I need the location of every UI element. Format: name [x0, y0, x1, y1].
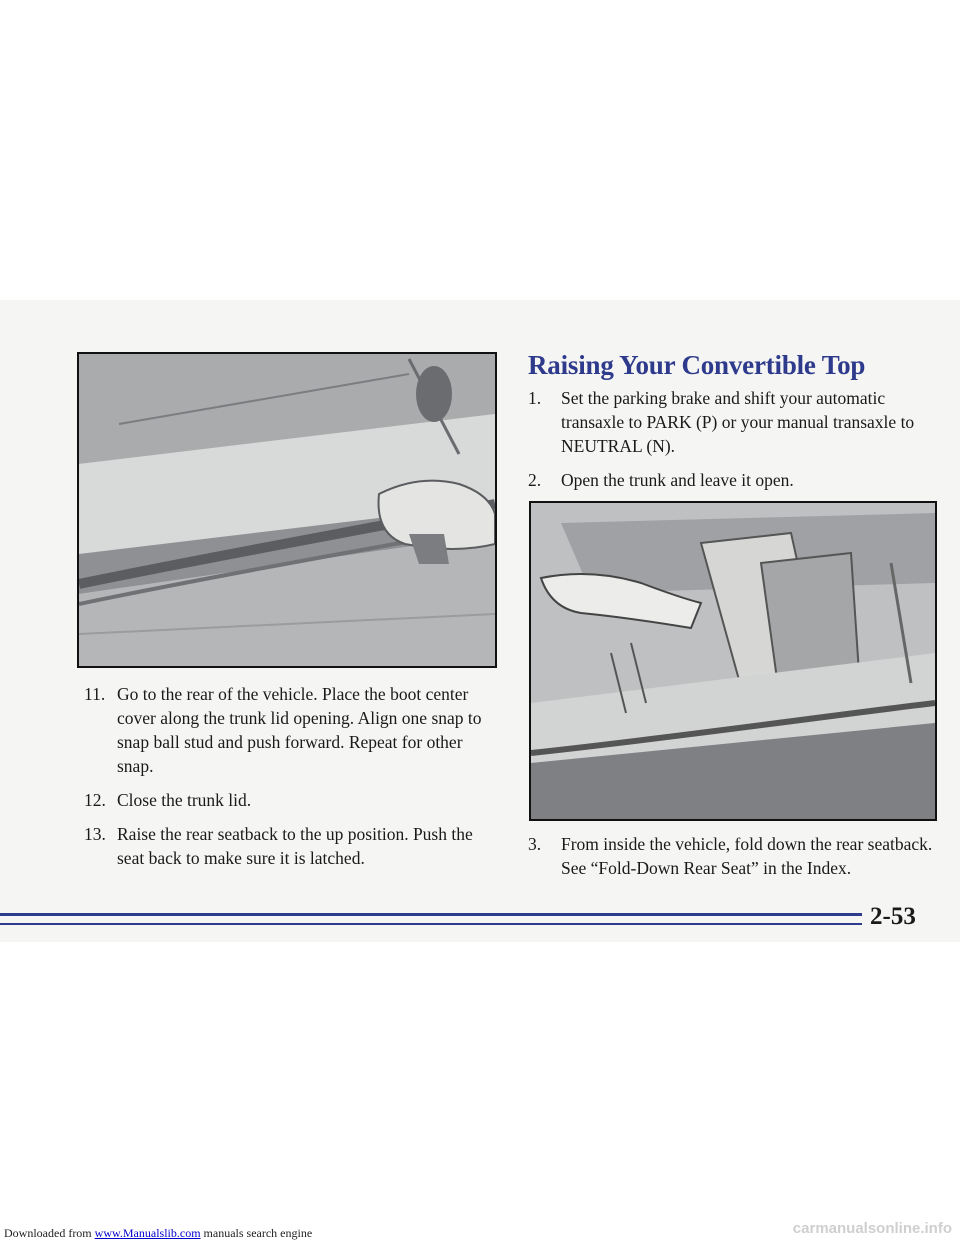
- step-text: Raise the rear seatback to the up position. Push the seat back to make sure it is latched.: [117, 824, 473, 868]
- step-number: 13.: [84, 824, 106, 844]
- steps-list-left: [84, 682, 496, 880]
- step-text: Open the trunk and leave it open.: [561, 470, 794, 490]
- footer-suffix: manuals search engine: [200, 1226, 313, 1240]
- section-heading: Raising Your Convertible Top: [528, 350, 866, 380]
- download-footer: [4, 1226, 312, 1241]
- step-text: Set the parking brake and shift your automatic transaxle to PARK (P) or your manual transaxle to NEUTRAL (N).: [561, 388, 915, 456]
- seatback-illustration: [529, 501, 937, 821]
- step-number: 11.: [84, 684, 106, 704]
- page-number: 2-53: [870, 903, 916, 930]
- steps-list-top: [528, 386, 928, 502]
- step-text: Close the trunk lid.: [117, 790, 252, 810]
- steps-list-bottom: [528, 832, 948, 890]
- divider-rule-thin: [0, 923, 862, 925]
- step-number: 12.: [84, 790, 106, 810]
- list-item: [84, 788, 496, 812]
- step-text: From inside the vehicle, fold down the rear seatback. See “Fold-Down Rear Seat” in the Index.: [561, 834, 933, 878]
- list-item: [528, 386, 928, 458]
- footer-prefix: Downloaded from: [4, 1226, 95, 1240]
- step-number: 1.: [528, 388, 542, 408]
- step-text: Go to the rear of the vehicle. Place the boot center cover along the trunk lid opening. Align one snap to snap ball stud and push forward. Repeat for other snap.: [117, 684, 482, 776]
- manualslib-link[interactable]: www.Manualslib.com: [94, 1226, 201, 1240]
- step-number: 2.: [528, 470, 542, 490]
- list-item: [528, 468, 928, 492]
- list-item: [84, 822, 496, 870]
- watermark-text: carmanualsonline.info: [792, 1220, 952, 1237]
- list-item: [84, 682, 496, 778]
- step-number: 3.: [528, 834, 542, 854]
- divider-rule: [0, 913, 862, 916]
- boot-cover-illustration: [77, 352, 497, 668]
- list-item: [528, 832, 948, 880]
